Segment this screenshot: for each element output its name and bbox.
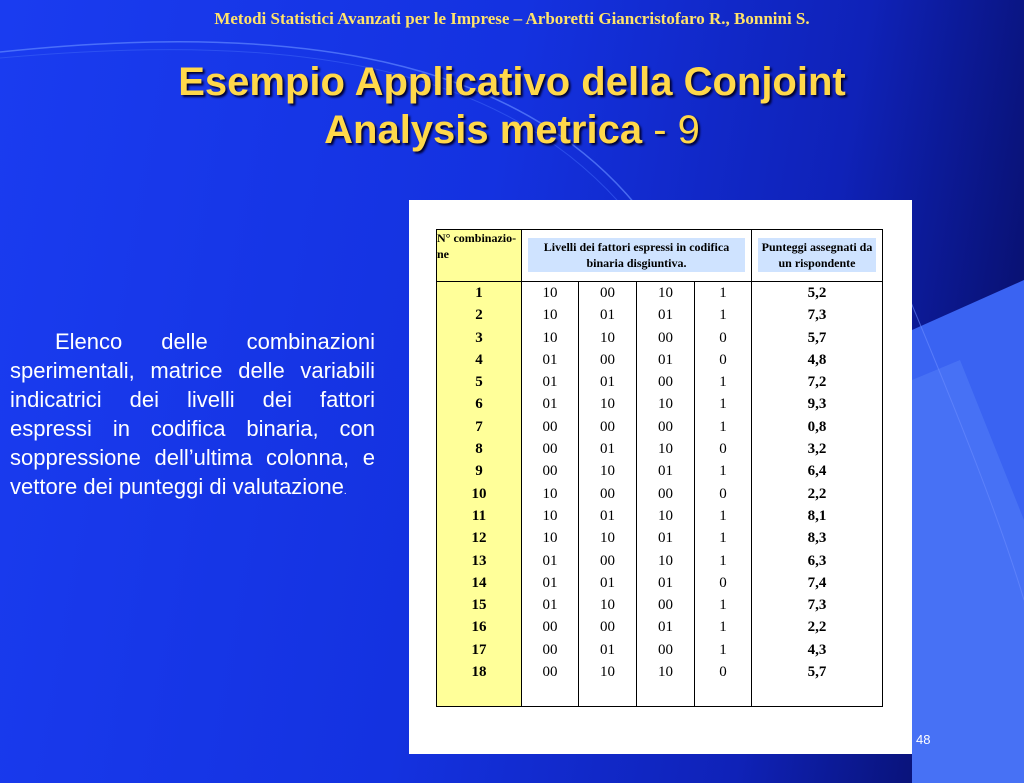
table-cell: 1: [719, 530, 727, 547]
table-cell: 10: [542, 530, 558, 547]
table-cell: 00: [600, 351, 615, 368]
table-cell: 01: [658, 619, 673, 636]
table-cell: 00: [658, 329, 673, 346]
table-cell: 12: [471, 530, 487, 547]
table-cell: 01: [600, 641, 615, 658]
table-cell: 11: [471, 507, 487, 524]
table-cell: 10: [471, 485, 487, 502]
table-body-row: [437, 282, 883, 707]
table-cell: 00: [542, 441, 558, 458]
table-cell: 15: [471, 597, 487, 614]
description-trailing-dot: .: [343, 486, 347, 497]
table-cell: 10: [600, 463, 615, 480]
table-cell: 7,3: [807, 307, 827, 324]
table-cell: 1: [719, 463, 727, 480]
column-factor-c: [637, 282, 695, 707]
table-cell: 1: [719, 374, 727, 391]
table-cell: 0: [719, 441, 727, 458]
table-cell: 10: [542, 307, 558, 324]
table-cell: 00: [542, 664, 558, 681]
table-cell: 8,3: [807, 530, 827, 547]
table-cell: 0: [719, 329, 727, 346]
table-cell: 10: [542, 507, 558, 524]
table-cell: 4,8: [807, 351, 827, 368]
table-cell: 5,2: [807, 285, 827, 301]
column-numbers: [437, 282, 522, 707]
table-cell: 00: [658, 641, 673, 658]
table-cell: 10: [658, 552, 673, 569]
table-cell: 0: [719, 574, 727, 591]
table-cell: 1: [719, 507, 727, 524]
table-cell: 8,1: [807, 507, 827, 524]
title-line-1: Esempio Applicativo della Conjoint: [178, 60, 846, 104]
table-cell: 0: [719, 485, 727, 502]
table-cell: 18: [471, 664, 487, 681]
table-cell: 10: [600, 329, 615, 346]
table-cell: 1: [719, 418, 727, 435]
table-cell: 7,3: [807, 597, 827, 614]
table-cell: 01: [600, 574, 615, 591]
table-cell: 01: [658, 574, 673, 591]
table-cell: 0: [719, 664, 727, 681]
table-cell: 01: [600, 507, 615, 524]
table-cell: 1: [719, 597, 727, 614]
table-cell: 01: [542, 574, 558, 591]
table-cell: 7,4: [807, 574, 827, 591]
table-cell: 01: [600, 441, 615, 458]
table-cell: 00: [658, 374, 673, 391]
table-cell: 3,2: [807, 441, 827, 458]
table-cell: 10: [542, 485, 558, 502]
header-combination-number: N° combinazio-ne: [437, 230, 522, 282]
table-cell: 2,2: [807, 485, 827, 502]
table-cell: 01: [658, 463, 673, 480]
table-cell: 6: [475, 396, 483, 413]
table-cell: 01: [542, 351, 558, 368]
table-cell: 5,7: [807, 329, 827, 346]
table-cell: 00: [600, 485, 615, 502]
table-panel: [409, 200, 912, 754]
table-cell: 10: [600, 664, 615, 681]
table-cell: 6,4: [807, 463, 827, 480]
table-cell: 01: [600, 307, 615, 324]
table-cell: 00: [658, 597, 673, 614]
table-cell: 01: [542, 396, 558, 413]
table-cell: 10: [658, 285, 673, 301]
table-cell: 9: [475, 463, 483, 480]
slide-header: Metodi Statistici Avanzati per le Imprese – Arboretti Giancristofaro R., Bonnini S.: [214, 9, 810, 28]
table-cell: 10: [658, 507, 673, 524]
table-cell: 16: [471, 619, 487, 636]
table-cell: 01: [542, 597, 558, 614]
title-line-2: [40, 106, 984, 154]
table-cell: 1: [719, 619, 727, 636]
table-cell: 4,3: [807, 641, 827, 658]
table-cell: 01: [658, 351, 673, 368]
table-cell: 00: [542, 619, 558, 636]
title-slide-number: 9: [677, 108, 700, 152]
page-number: 48: [916, 732, 931, 747]
table-cell: 10: [600, 396, 615, 413]
description-first-word: Elenco: [55, 329, 123, 354]
table-cell: 9,3: [807, 396, 827, 413]
title-line-2-text: Analysis metrica: [324, 108, 643, 152]
table-cell: 10: [600, 597, 615, 614]
table-cell: 7: [475, 418, 483, 435]
header-scores-label: Punteggi assegnati da un rispondente: [758, 237, 876, 273]
table-cell: 8: [475, 441, 483, 458]
table-cell: 4: [475, 351, 483, 368]
description-body: delle combinazioni sperimentali, matrice delle variabili indicatrici dei livelli dei fattori espressi in codifica binaria, con soppressione dell’ultima colonna, e vettore dei punteggi di valutazione: [10, 329, 375, 499]
table-cell: 6,3: [807, 552, 827, 569]
table-cell: 0: [719, 351, 727, 368]
table-cell: 00: [542, 463, 558, 480]
table-cell: 00: [658, 485, 673, 502]
table-cell: 10: [658, 664, 673, 681]
table-cell: 00: [542, 641, 558, 658]
description-text: [10, 327, 375, 506]
table-cell: 2,2: [807, 619, 827, 636]
table-cell: 7,2: [807, 374, 827, 391]
table-cell: 01: [658, 307, 673, 324]
title-separator: -: [642, 108, 678, 152]
combinations-table: [436, 229, 883, 707]
table-cell: 10: [658, 396, 673, 413]
column-factor-d: [695, 282, 752, 707]
table-cell: 1: [719, 307, 727, 324]
table-cell: 00: [600, 619, 615, 636]
table-cell: 1: [719, 552, 727, 569]
table-cell: 5: [475, 374, 483, 391]
table-cell: 13: [471, 552, 487, 569]
table-cell: 00: [542, 418, 558, 435]
table-cell: 1: [475, 285, 483, 301]
table-cell: 5,7: [807, 664, 827, 681]
table-cell: 00: [658, 418, 673, 435]
table-cell: 00: [600, 418, 615, 435]
table-cell: 01: [658, 530, 673, 547]
column-factor-b: [579, 282, 637, 707]
table-cell: 14: [471, 574, 487, 591]
header-factor-levels-label: Livelli dei fattori espressi in codifica binaria disgiuntiva.: [528, 237, 745, 273]
column-scores: [752, 282, 883, 707]
header-scores: [752, 230, 883, 282]
column-factor-a: [522, 282, 579, 707]
table-cell: 17: [471, 641, 487, 658]
table-cell: 10: [658, 441, 673, 458]
table-cell: 10: [600, 530, 615, 547]
table-cell: 00: [600, 285, 615, 301]
table-cell: 01: [542, 374, 558, 391]
header-factor-levels: [522, 230, 752, 282]
table-cell: 1: [719, 396, 727, 413]
slide-title: [40, 58, 984, 154]
table-cell: 10: [542, 329, 558, 346]
table-cell: 00: [600, 552, 615, 569]
table-cell: 1: [719, 285, 727, 301]
table-cell: 1: [719, 641, 727, 658]
table-cell: 10: [542, 285, 558, 301]
table-cell: 3: [475, 329, 483, 346]
table-cell: 0,8: [807, 418, 827, 435]
table-cell: 01: [600, 374, 615, 391]
table-cell: 2: [475, 307, 483, 324]
table-header-row: [437, 230, 883, 282]
table-cell: 01: [542, 552, 558, 569]
